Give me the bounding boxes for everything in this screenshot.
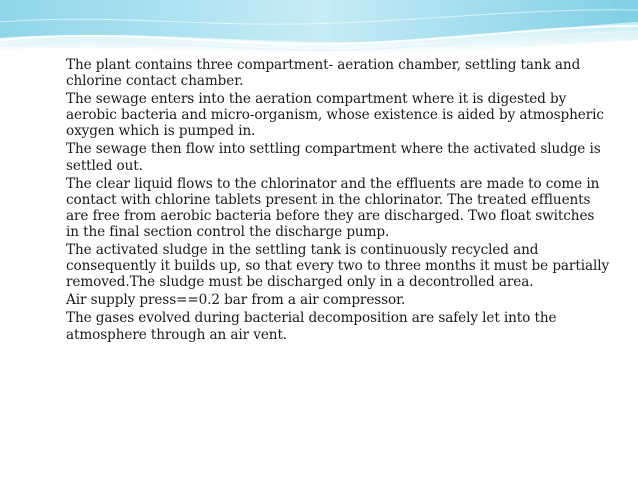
bullet-text: The plant contains three compartment- aeration chamber, settling tank and chlorine contact chamber. — [66, 57, 581, 90]
bullet-item — [50, 242, 610, 290]
bullet-text: The sewage then flow into settling compartment where the activated sludge is settled out. — [66, 141, 601, 174]
bullet-text: The sewage enters into the aeration compartment where it is digested by aerobic bacteria and micro-organism, whose existence is aided by atmospheric oxygen which is pumped in. — [66, 91, 604, 140]
header-wave-decoration — [0, 0, 638, 60]
bullet-text: The gases evolved during bacterial decomposition are safely let into the atmosphere through an air vent. — [66, 310, 557, 343]
bullet-item — [50, 292, 610, 308]
bullet-text: The clear liquid flows to the chlorinator and the effluents are made to come in contact with chlorine tablets present in the chlorinator. The treated effluents are free from aerobic bacteria before they are discharged. Two float switches in the final section control the discharge pump. — [66, 175, 600, 240]
bullet-item — [50, 176, 610, 240]
bullet-list — [50, 57, 610, 345]
bullet-text: Air supply press==0.2 bar from a air compressor. — [66, 292, 406, 309]
bullet-item — [50, 91, 610, 139]
bullet-item — [50, 141, 610, 173]
bullet-text: The activated sludge in the settling tank is continuously recycled and consequently it builds up, so that every two to three months it must be partially removed.The sludge must be discharged only in a decontrolled area. — [66, 242, 610, 291]
bullet-item — [50, 310, 610, 342]
bullet-item — [50, 57, 610, 89]
